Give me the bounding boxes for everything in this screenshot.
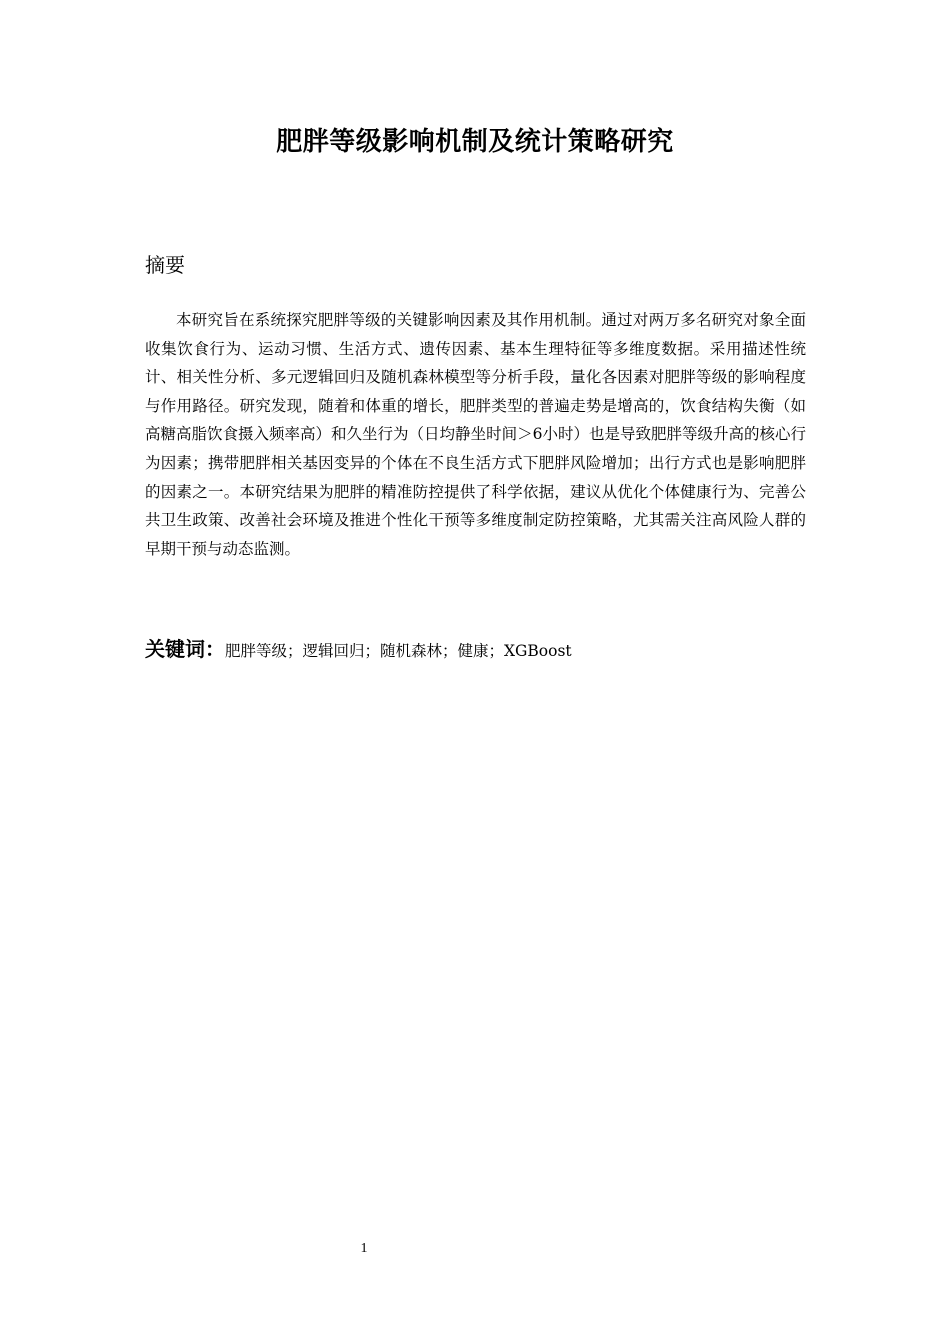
- keywords-line: [145, 633, 806, 668]
- keywords-text: 肥胖等级；逻辑回归；随机森林；健康；XGBoost: [225, 642, 572, 660]
- paper-title: 肥胖等级影响机制及统计策略研究: [276, 127, 674, 157]
- abstract-paragraph: 本研究旨在系统探究肥胖等级的关键影响因素及其作用机制。通过对两万多名研究对象全面收集饮食行为、运动习惯、生活方式、遗传因素、基本生理特征等多维度数据。采用描述性统计、相关性分析、多元逻辑回归及随机森林模型等分析手段，量化各因素对肥胖等级的影响程度与作用路径。研究发现，随着和体重的增长，肥胖类型的普遍走势是增高的，饮食结构失衡（如高糖高脂饮食摄入频率高）和久坐行为（日均静坐时间＞6小时）也是导致肥胖等级升高的核心行为因素；携带肥胖相关基因变异的个体在不良生活方式下肥胖风险增加；出行方式也是影响肥胖的因素之一。本研究结果为肥胖的精准防控提供了科学依据，建议从优化个体健康行为、完善公共卫生政策、改善社会环境及推进个性化干预等多维度制定防控策略，尤其需关注高风险人群的早期干预与动态监测。: [145, 311, 806, 558]
- keywords-label: 关键词：: [145, 637, 225, 661]
- page-number: 1: [360, 1241, 368, 1256]
- abstract-heading: 摘要: [145, 253, 185, 277]
